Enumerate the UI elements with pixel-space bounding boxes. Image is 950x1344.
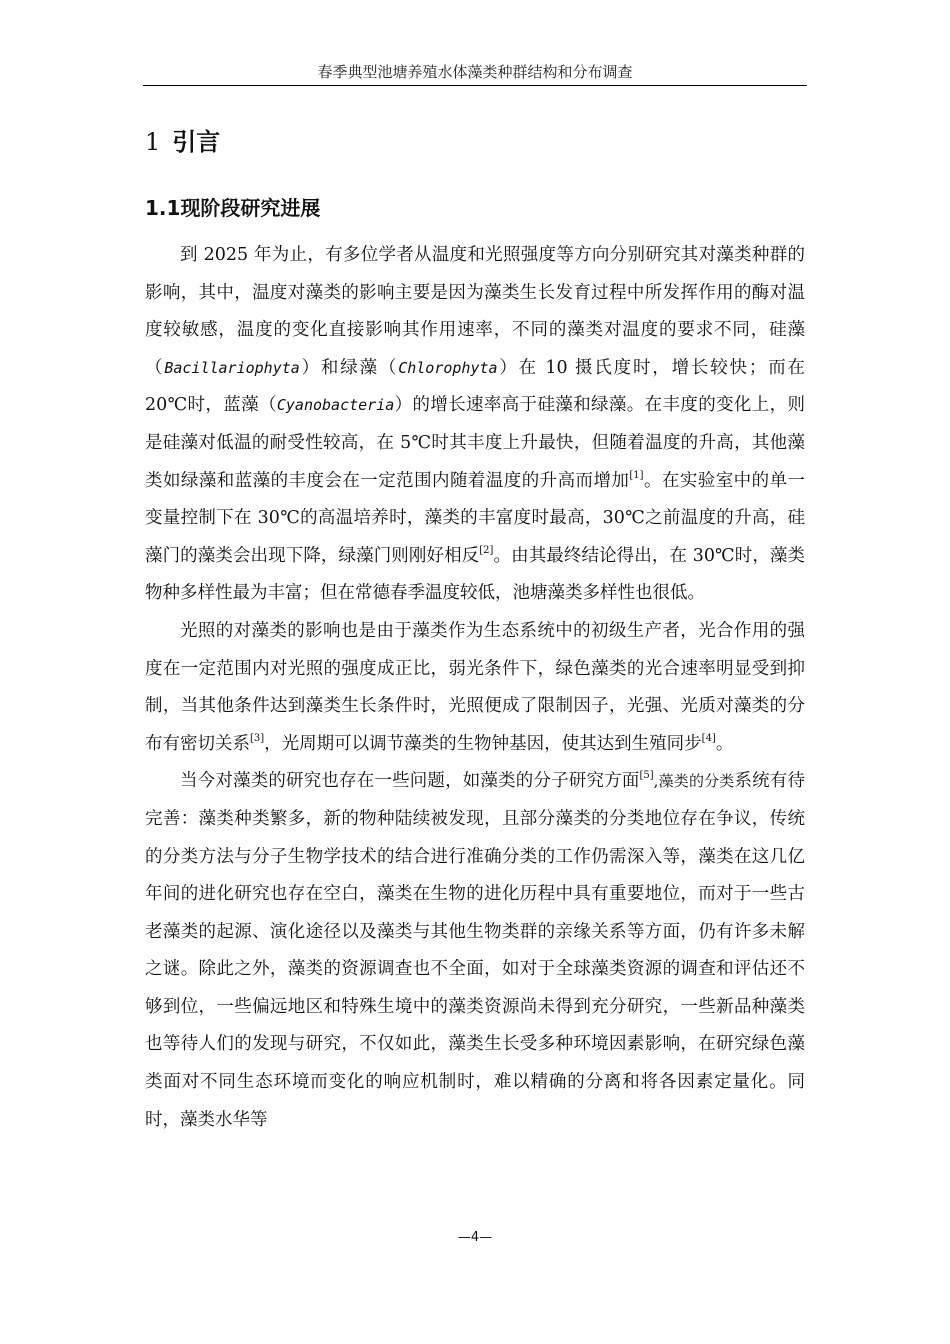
text-run: ,藻类的分类 bbox=[653, 772, 735, 791]
running-header: 春季典型池塘养殖水体藻类种群结构和分布调查 bbox=[317, 63, 633, 81]
section-number: 1.1 bbox=[145, 196, 181, 220]
text-run: 。在实验室中的单一变量控制下在 30℃的高温培养时，藻类的丰富度时最高，30℃之前温度的升高，硅藻门的藻类会出现下降，绿藻门则刚好相反 bbox=[145, 470, 806, 566]
text-run: ）和绿藻（ bbox=[299, 357, 399, 378]
header-rule bbox=[143, 85, 807, 86]
section-title bbox=[145, 190, 320, 226]
text-run: ，光周期可以调节藻类的生物钟基因，使其达到生殖同步 bbox=[264, 733, 702, 754]
text-run: 光照的对藻类的影响也是由于藻类作为生态系统中的初级生产者，光合作用的强度在一定范围内对光照的强度成正比，弱光条件下，绿色藻类的光合速率明显受到抑制，当其他条件达到藻类生长条件时，光照便成了限制因子，光强、光质对藻类的分布有密切关系 bbox=[145, 620, 805, 754]
paragraph-light bbox=[145, 613, 805, 763]
citation-ref: [2] bbox=[479, 544, 494, 556]
chapter-title bbox=[145, 122, 220, 162]
text-run: 系统有待完善：藻类种类繁多，新的物种陆续被发现，且部分藻类的分类地位存在争议，传统的分类方法与分子生物学技术的结合进行准确分类的工作仍需深入等，藻类在这几亿年间的进化研究也存在空白，藻类在生物的进化历程中具有重要地位，而对于一些古老藻类的起源、演化途径以及藻类与其他生物类群的亲缘关系等方面，仍有许多未解之谜。除此之外，藻类的资源调查也不全面，如对于全球藻类资源的调查和评估还不够到位，一些偏远地区和特殊生境中的藻类资源尚未得到充分研究，一些新品种藻类也等待人们的发现与研究，不仅如此，藻类生长受多种环境因素影响，在研究绿色藻类面对不同生态环境而变化的响应机制时，难以精确的分离和将各因素定量化。同时，藻类水华等 bbox=[145, 771, 806, 1130]
text-run: 。 bbox=[715, 733, 734, 754]
paragraph-temperature bbox=[145, 237, 805, 613]
citation-ref: [5] bbox=[639, 770, 654, 782]
section-title-text: 现阶段研究进展 bbox=[180, 196, 321, 220]
chapter-title-text: 引言 bbox=[172, 128, 221, 156]
paragraph-problems bbox=[145, 763, 805, 1139]
latin-term: Chlorophyta bbox=[398, 358, 498, 377]
latin-term: Bacillariophyta bbox=[164, 358, 300, 377]
citation-ref: [4] bbox=[701, 732, 716, 744]
chapter-number: 1 bbox=[145, 128, 161, 156]
body-text bbox=[145, 237, 805, 1139]
citation-ref: [1] bbox=[629, 469, 644, 481]
text-run: 。由其最终结论得出，在 30℃时，藻类物种多样性最为丰富；但在常德春季温度较低，池塘藻类多样性也很低。 bbox=[145, 545, 806, 604]
latin-term: Cyanobacteria bbox=[276, 396, 395, 415]
citation-ref: [3] bbox=[250, 732, 265, 744]
page-number: —4— bbox=[457, 1230, 493, 1245]
text-run: ）在 10 摄氏度时，增长较快；而在 20℃时，蓝藻（ bbox=[145, 357, 806, 416]
text-run: 当今对藻类的研究也存在一些问题，如藻类的分子研究方面 bbox=[180, 771, 640, 792]
text-run: 到 2025 年为止，有多位学者从温度和光照强度等方向分别研究其对藻类种群的影响，其中，温度对藻类的影响主要是因为藻类生长发育过程中所发挥作用的酶对温度较敏感，温度的变化直接影响其作用速率，不同的藻类对温度的要求不同，硅藻（ bbox=[145, 245, 805, 378]
text-run: ）的增长速率高于硅藻和绿藻。在丰度的变化上，则是硅藻对低温的耐受性较高，在 5℃时其丰度上升最快，但随着温度的升高，其他藻类如绿藻和蓝藻的丰度会在一定范围内随着温度的升高而增加 bbox=[145, 395, 805, 491]
